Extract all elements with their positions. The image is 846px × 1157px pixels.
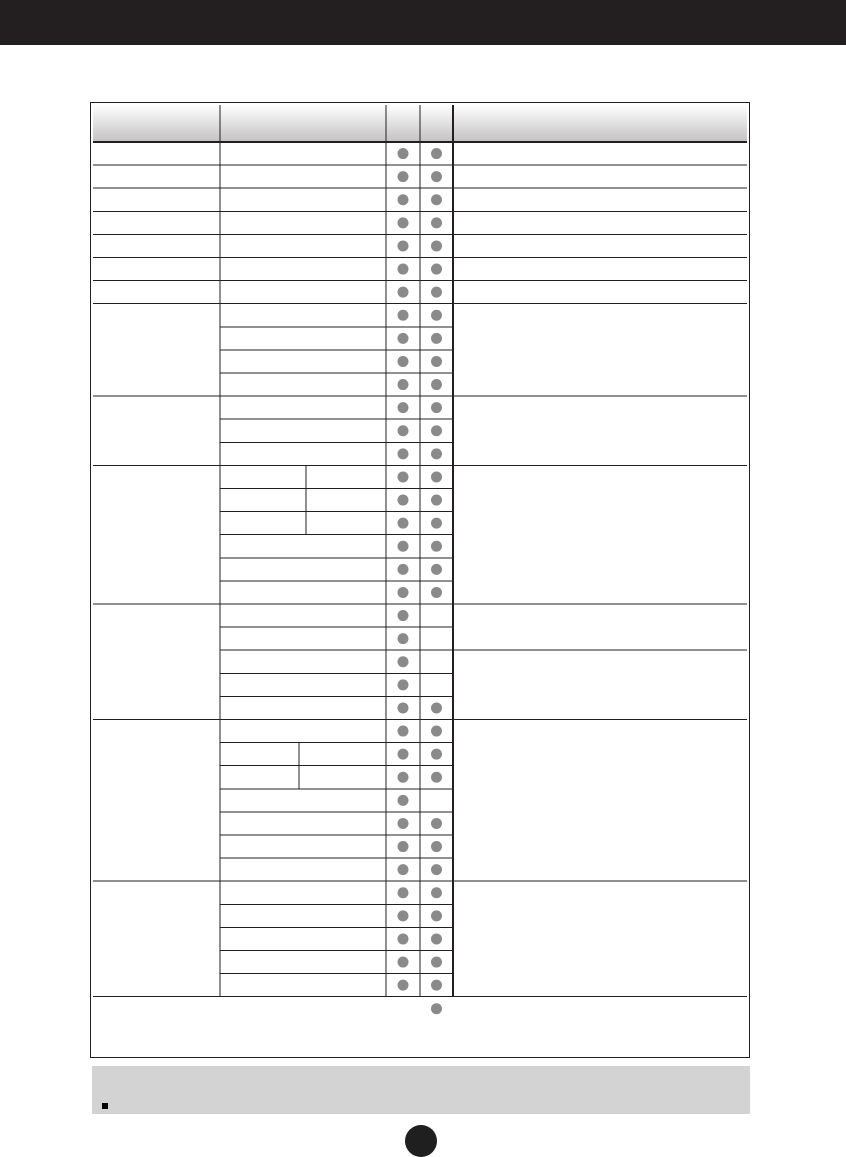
status-dot xyxy=(431,333,442,344)
status-dot xyxy=(398,194,409,205)
note-box xyxy=(92,1066,750,1114)
status-dot xyxy=(431,171,442,182)
status-dot xyxy=(398,356,409,367)
status-dot xyxy=(398,264,409,275)
status-dot xyxy=(398,448,409,459)
status-dot xyxy=(398,564,409,575)
status-dot xyxy=(398,726,409,737)
status-dot xyxy=(398,518,409,529)
status-dot xyxy=(398,841,409,852)
status-dot xyxy=(398,148,409,159)
status-dot xyxy=(431,864,442,875)
status-dot xyxy=(431,402,442,413)
status-dot xyxy=(431,841,442,852)
status-dot xyxy=(431,194,442,205)
status-dot xyxy=(431,495,442,506)
status-dot xyxy=(398,379,409,390)
status-dot xyxy=(398,240,409,251)
status-dot xyxy=(431,287,442,298)
status-dot xyxy=(431,471,442,482)
status-dot xyxy=(398,749,409,760)
status-dot xyxy=(431,910,442,921)
status-dot xyxy=(398,933,409,944)
status-dot xyxy=(431,541,442,552)
status-dot xyxy=(398,656,409,667)
status-dot xyxy=(431,264,442,275)
status-dot xyxy=(431,587,442,598)
status-dot xyxy=(431,148,442,159)
status-dot xyxy=(398,818,409,829)
status-dot xyxy=(398,633,409,644)
status-dot xyxy=(398,702,409,713)
status-dot xyxy=(398,910,409,921)
bullet-square-icon xyxy=(102,1103,108,1109)
table-grid xyxy=(93,105,747,1055)
page-number-badge xyxy=(405,1125,437,1157)
status-dot xyxy=(431,887,442,898)
status-dot xyxy=(398,957,409,968)
status-dot xyxy=(431,772,442,783)
status-dot xyxy=(431,240,442,251)
status-dot xyxy=(398,887,409,898)
status-dot xyxy=(431,564,442,575)
status-dot xyxy=(398,287,409,298)
status-dot xyxy=(431,310,442,321)
status-dot xyxy=(398,471,409,482)
status-dot xyxy=(398,495,409,506)
status-dot xyxy=(431,356,442,367)
status-dot xyxy=(398,333,409,344)
status-dot xyxy=(398,864,409,875)
status-dot xyxy=(431,818,442,829)
status-dot xyxy=(431,933,442,944)
status-dot xyxy=(431,726,442,737)
status-dot xyxy=(398,171,409,182)
status-dot xyxy=(431,379,442,390)
top-header-bar xyxy=(0,0,846,45)
status-dot xyxy=(431,518,442,529)
status-dot xyxy=(398,980,409,991)
status-dot xyxy=(398,587,409,598)
status-dot xyxy=(431,448,442,459)
status-dot xyxy=(431,980,442,991)
status-dot xyxy=(398,772,409,783)
status-dot xyxy=(398,541,409,552)
status-dot xyxy=(398,610,409,621)
status-dot xyxy=(398,217,409,228)
status-dot xyxy=(398,310,409,321)
status-dot xyxy=(398,795,409,806)
feature-table xyxy=(93,105,747,1055)
status-dot xyxy=(398,679,409,690)
status-dot xyxy=(431,749,442,760)
status-dot xyxy=(431,1003,442,1014)
status-dot xyxy=(431,217,442,228)
status-dot xyxy=(431,425,442,436)
status-dot xyxy=(431,957,442,968)
status-dot xyxy=(431,702,442,713)
status-dot xyxy=(398,425,409,436)
status-dot xyxy=(398,402,409,413)
